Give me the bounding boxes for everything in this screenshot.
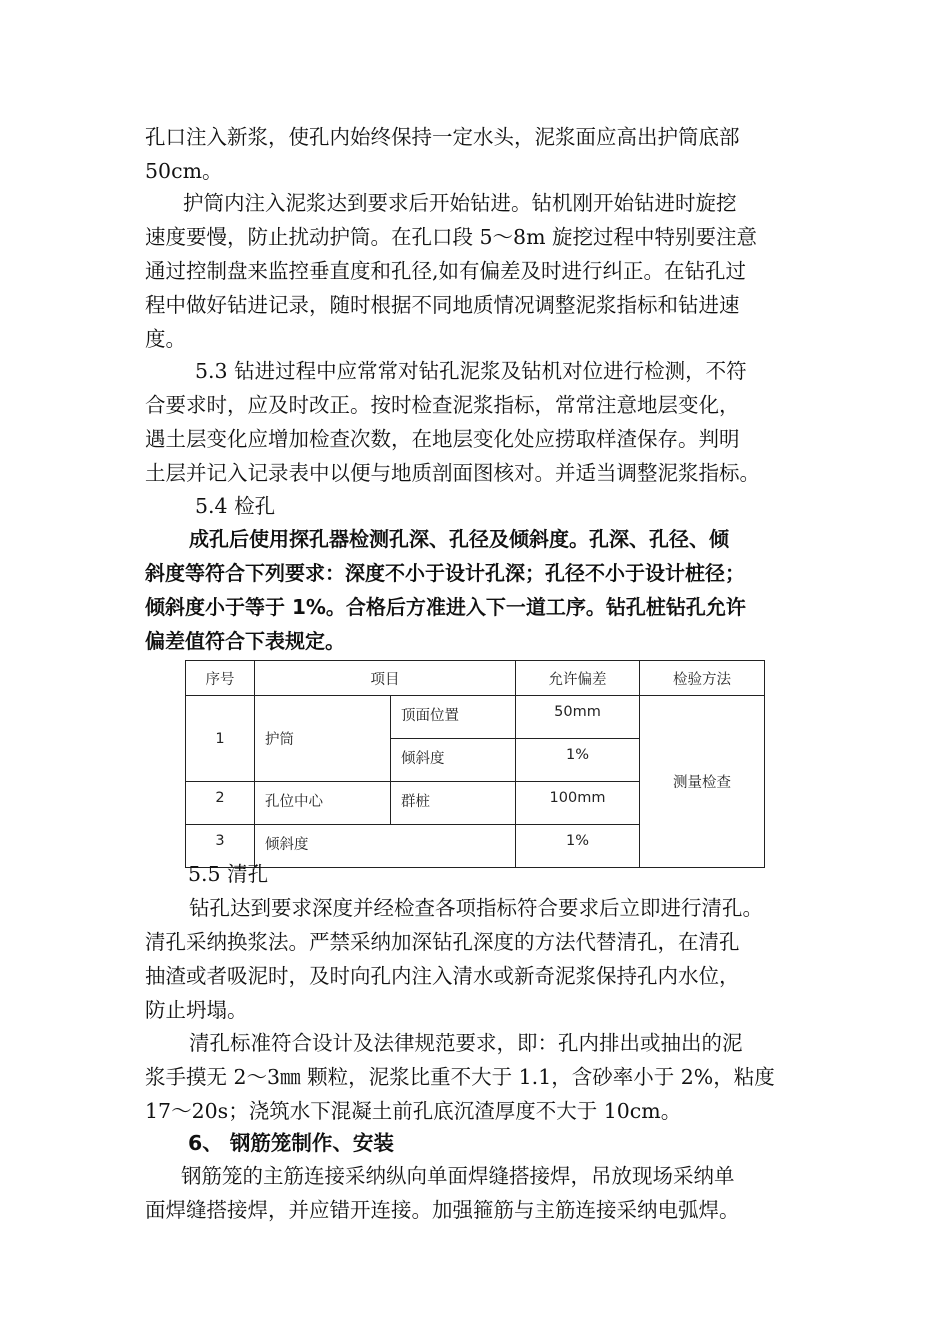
section-heading-5-5: 5.5 清孔 (188, 862, 269, 886)
text-line: 偏差值符合下表规定。 (145, 629, 345, 653)
tolerance-cell: 100mm (516, 782, 640, 825)
text-line: 成孔后使用探孔器检测孔深、孔径及倾斜度。孔深、孔径、倾 (189, 527, 729, 551)
text-line: 钻孔达到要求深度并经检查各项指标符合要求后立即进行清孔。 (189, 896, 763, 920)
paragraph-slurry-head (145, 120, 815, 188)
paragraph-hole-cleaning (145, 891, 815, 1027)
sub-item-cell: 群桩 (391, 782, 516, 825)
text-line: 通过控制盘来监控垂直度和孔径,如有偏差及时进行纠正。在钻孔过 (145, 259, 747, 283)
text-line: 合要求时，应及时改正。按时检查泥浆指标，常常注意地层变化， (145, 393, 740, 417)
text-line: 孔口注入新浆，使孔内始终保持一定水头，泥浆面应高出护筒底部 (145, 125, 740, 149)
section-heading-5-4: 5.4 检孔 (195, 494, 276, 518)
text-line: 斜度等符合下列要求：深度不小于设计孔深；孔径不小于设计桩径； (145, 561, 745, 585)
text-line: 面焊缝搭接焊，并应错开连接。加强箍筋与主筋连接采纳电弧焊。 (145, 1198, 740, 1222)
text-line: 50cm。 (145, 159, 223, 183)
text-line: 度。 (145, 327, 186, 351)
row-number-cell: 3 (186, 825, 255, 868)
row-number-cell: 2 (186, 782, 255, 825)
text-line: 遇土层变化应增加检查次数，在地层变化处应捞取样渣保存。判明 (145, 427, 740, 451)
tolerance-cell: 50mm (516, 696, 640, 739)
row-number-cell: 1 (186, 696, 255, 782)
table-row (186, 696, 765, 739)
header-cell: 检验方法 (640, 661, 765, 696)
header-cell: 序号 (186, 661, 255, 696)
paragraph-cleaning-standard (145, 1026, 815, 1128)
text-line: 护筒内注入泥浆达到要求后开始钻进。钻机刚开始钻进时旋挖 (183, 191, 737, 215)
table-header-row (186, 661, 765, 696)
item-cell: 护筒 (255, 696, 391, 782)
text-line: 钢筋笼的主筋连接采纳纵向单面焊缝搭接焊，吊放现场采纳单 (181, 1164, 735, 1188)
text-line: 抽渣或者吸泥时，及时向孔内注入清水或新奇泥浆保持孔内水位， (145, 964, 740, 988)
item-cell: 孔位中心 (255, 782, 391, 825)
text-line: 倾斜度小于等于 1%。合格后方准进入下一道工序。钻孔桩钻孔允许 (145, 595, 746, 619)
text-line: 土层并记入记录表中以便与地质剖面图核对。并适当调整泥浆指标。 (145, 461, 760, 485)
paragraph-drilling-start (145, 186, 815, 356)
paragraph-hole-inspection (145, 522, 815, 658)
paragraph-rebar-cage (145, 1159, 815, 1227)
item-cell: 倾斜度 (255, 825, 516, 868)
header-cell: 项目 (255, 661, 516, 696)
sub-item-cell: 顶面位置 (391, 696, 516, 739)
text-line: 清孔标准符合设计及法律规范要求，即：孔内排出或抽出的泥 (189, 1031, 743, 1055)
text-line: 浆手摸无 2～3㎜ 颗粒，泥浆比重不大于 1.1，含砂率小于 2%，粘度 (145, 1065, 775, 1089)
tolerance-cell: 1% (516, 825, 640, 868)
text-line: 速度要慢，防止扰动护筒。在孔口段 5～8m 旋挖过程中特别要注意 (145, 225, 758, 249)
tolerance-table (185, 660, 765, 868)
text-line: 5.3 钻进过程中应常常对钻孔泥浆及钻机对位进行检测，不符 (195, 359, 747, 383)
section-heading-6: 6、 钢筋笼制作、安装 (188, 1131, 394, 1155)
method-cell: 测量检查 (640, 696, 765, 868)
text-line: 清孔采纳换浆法。严禁采纳加深钻孔深度的方法代替清孔，在清孔 (145, 930, 740, 954)
sub-item-cell: 倾斜度 (391, 739, 516, 782)
tolerance-cell: 1% (516, 739, 640, 782)
paragraph-5-3 (145, 354, 815, 490)
text-line: 17～20s；浇筑水下混凝土前孔底沉渣厚度不大于 10cm。 (145, 1099, 682, 1123)
text-line: 程中做好钻进记录，随时根据不同地质情况调整泥浆指标和钻进速 (145, 293, 740, 317)
header-cell: 允许偏差 (516, 661, 640, 696)
text-line: 防止坍塌。 (145, 998, 248, 1022)
